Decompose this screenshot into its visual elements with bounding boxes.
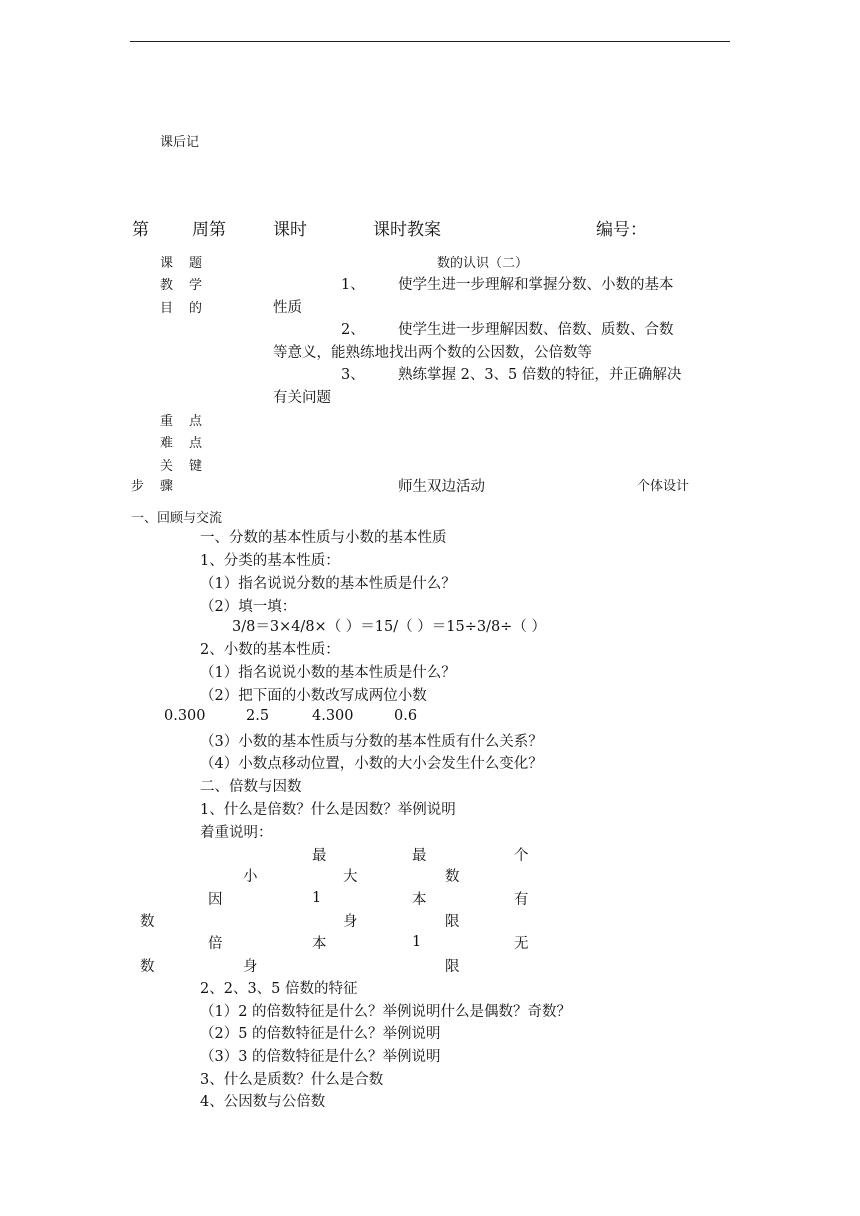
s2-4: 4、公因数与公倍数	[200, 1094, 326, 1110]
s2-title: 二、倍数与因数	[200, 779, 302, 795]
s2-2-q1: （1）2 的倍数特征是什么？举例说明什么是偶数？奇数？	[200, 1004, 572, 1020]
label-zhou: 骤	[160, 479, 174, 494]
s2-3: 3、什么是质数？什么是合数	[200, 1072, 384, 1088]
label-ke: 课	[160, 256, 174, 271]
goal-2-num: 2、	[341, 322, 365, 338]
goal-2-line2: 等意义，能熟练地找出两个数的公因数，公倍数等	[273, 345, 592, 361]
s1-1-q2: （2）填一填：	[200, 599, 297, 615]
label-bu: 步	[131, 479, 145, 494]
label-de: 的	[189, 301, 203, 316]
s2-emph: 着重说明：	[200, 825, 273, 841]
label-mu: 目	[160, 301, 174, 316]
goal-2-line1: 使学生进一步理解因数、倍数、质数、合数	[398, 322, 674, 338]
design-column-header: 个体设计	[637, 479, 690, 494]
header-zhou-di: 周第	[192, 220, 226, 240]
goal-3-num: 3、	[341, 367, 365, 383]
s1-2-q4: （4）小数点移动位置，小数的大小会发生什么变化？	[200, 756, 543, 772]
grid-cell: 数	[140, 959, 155, 975]
lesson-topic: 数的认识（二）	[437, 256, 529, 271]
decimal-item: 0.300	[164, 708, 206, 724]
label-nan: 难	[160, 436, 174, 451]
activity-column-header: 师生双边活动	[398, 479, 485, 495]
s1-1: 1、分类的基本性质：	[200, 553, 340, 569]
grid-cell: 无	[514, 936, 529, 952]
grid-cell: 身	[243, 959, 258, 975]
grid-cell: 身	[343, 914, 358, 930]
label-xue: 学	[189, 278, 203, 293]
grid-cell: 个	[514, 848, 529, 864]
grid-cell: 数	[445, 869, 460, 885]
decimal-item: 0.6	[394, 708, 418, 724]
grid-cell: 限	[445, 959, 460, 975]
s1-title: 一、分数的基本性质与小数的基本性质	[200, 530, 447, 546]
grid-cell: 本	[412, 892, 427, 908]
grid-cell: 1	[312, 890, 322, 906]
label-ti: 题	[189, 256, 203, 271]
grid-cell: 最	[312, 848, 327, 864]
grid-cell: 因	[208, 892, 223, 908]
grid-cell: 数	[140, 914, 155, 930]
fraction-equation: 3/8＝3×4/8×（ ）＝15/（ ）＝15÷3/8÷（ ）	[232, 619, 546, 635]
goal-1-num: 1、	[341, 277, 365, 293]
grid-cell: 倍	[208, 936, 223, 952]
s2-2-q3: （3）3 的倍数特征是什么？举例说明	[200, 1049, 441, 1065]
s1-2: 2、小数的基本性质：	[200, 642, 340, 658]
header-keshi: 课时	[273, 220, 307, 240]
label-dian2: 点	[189, 436, 203, 451]
after-class-note: 课后记	[160, 135, 200, 150]
grid-cell: 小	[243, 869, 258, 885]
s2-1: 1、什么是倍数？什么是因数？举例说明	[200, 802, 456, 818]
decimal-item: 2.5	[246, 708, 270, 724]
grid-cell: 大	[343, 869, 358, 885]
s2-2-q2: （2）5 的倍数特征是什么？举例说明	[200, 1026, 441, 1042]
label-jian: 键	[189, 459, 203, 474]
goal-3-line2: 有关问题	[273, 390, 331, 406]
label-jiao: 教	[160, 278, 174, 293]
decimal-item: 4.300	[312, 708, 354, 724]
grid-cell: 有	[514, 892, 529, 908]
label-guan: 关	[160, 459, 174, 474]
s1-2-q2: （2）把下面的小数改写成两位小数	[200, 688, 427, 704]
goal-3-line1: 熟练掌握 2、3、5 倍数的特征，并正确解决	[398, 367, 682, 383]
grid-cell: 限	[445, 914, 460, 930]
s1-2-q1: （1）指名说说小数的基本性质是什么？	[200, 665, 456, 681]
label-dian1: 点	[189, 414, 203, 429]
goal-1-line1: 使学生进一步理解和掌握分数、小数的基本	[398, 277, 674, 293]
grid-cell: 最	[412, 848, 427, 864]
s1-1-q1: （1）指名说说分数的基本性质是什么？	[200, 576, 456, 592]
header-plan-title: 课时教案	[373, 220, 441, 240]
top-rule	[130, 41, 730, 42]
s2-2: 2、2、3、5 倍数的特征	[200, 981, 358, 997]
section-review: 一、回顾与交流	[131, 511, 223, 526]
grid-cell: 1	[412, 934, 422, 950]
header-bianhao: 编号：	[596, 220, 647, 240]
s1-2-q3: （3）小数的基本性质与分数的基本性质有什么关系？	[200, 734, 543, 750]
header-di: 第	[132, 220, 149, 240]
goal-1-line2: 性质	[273, 300, 302, 316]
label-zhong: 重	[160, 414, 174, 429]
grid-cell: 本	[312, 936, 327, 952]
